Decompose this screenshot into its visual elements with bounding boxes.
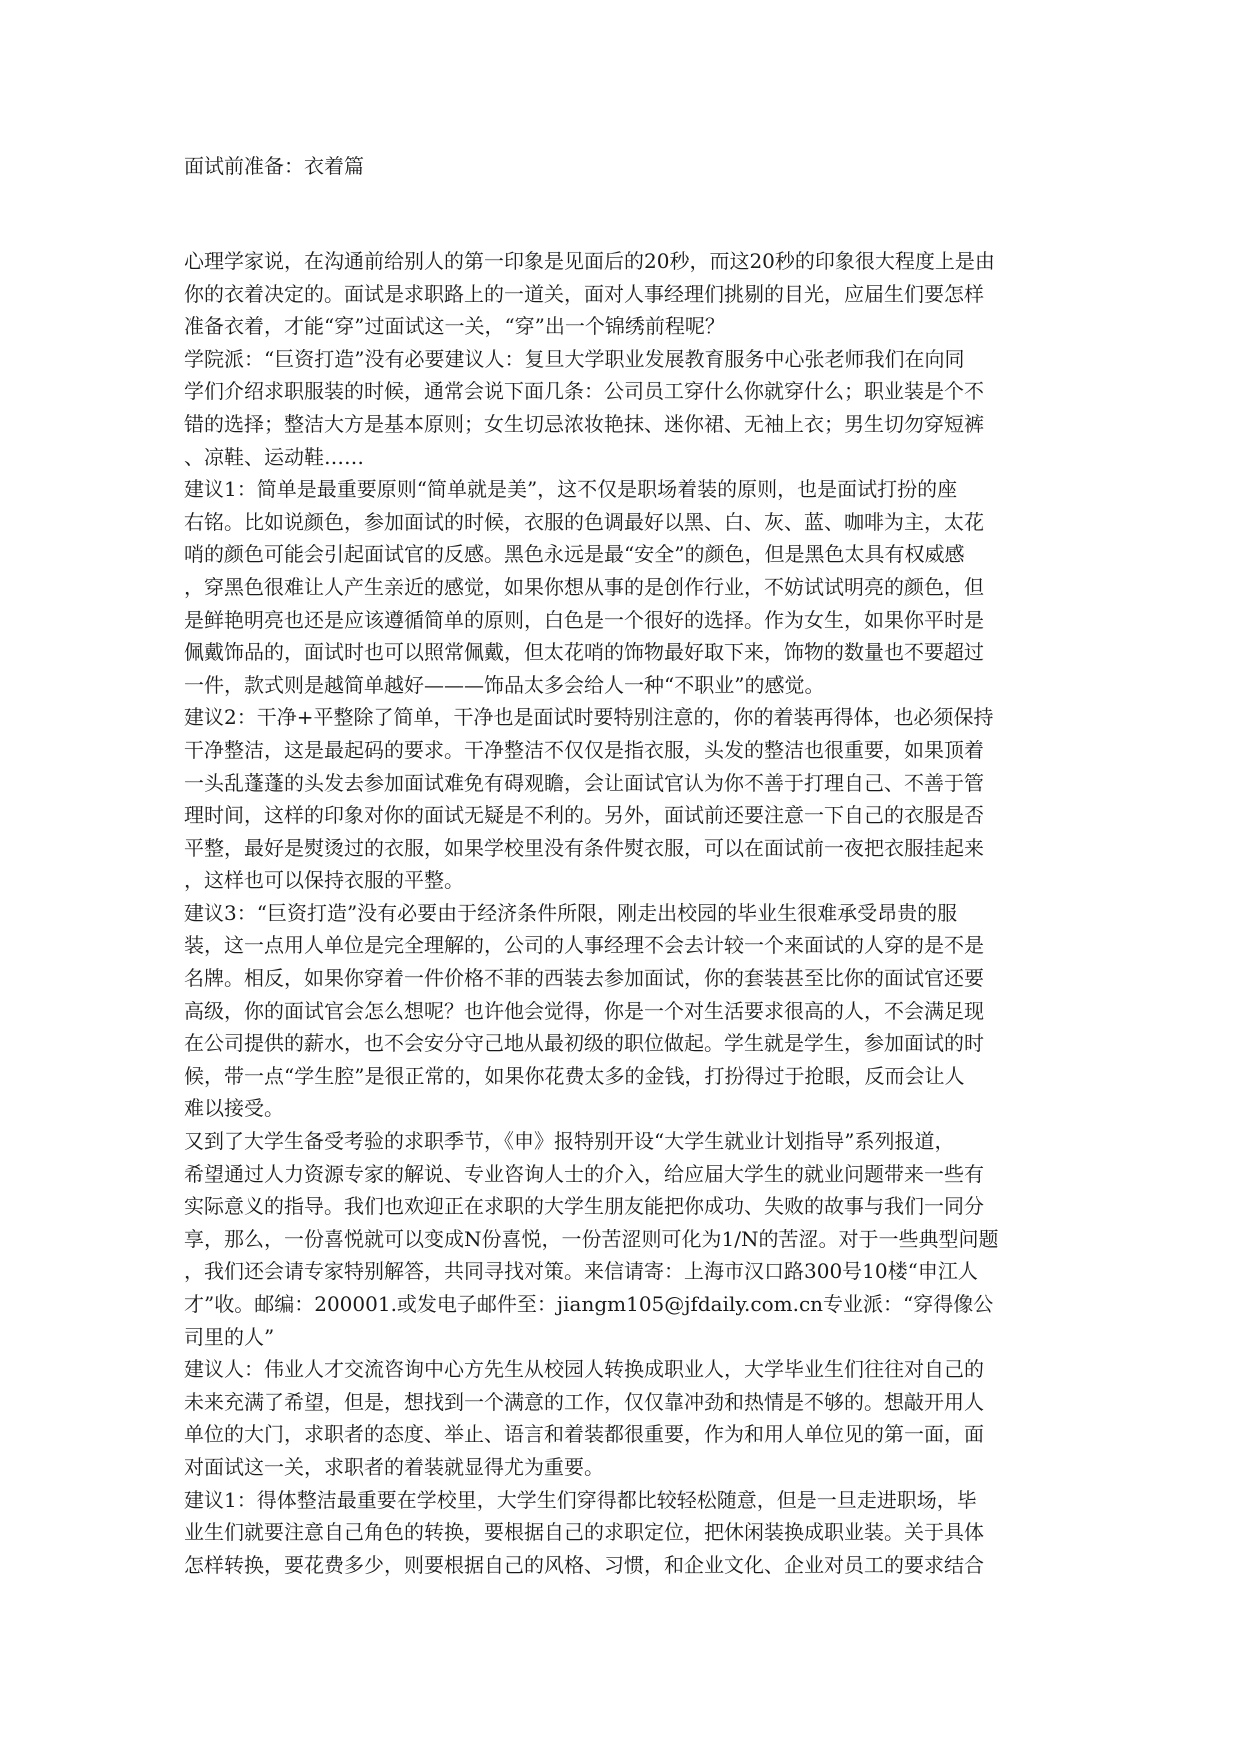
text-line: 哨的颜色可能会引起面试官的反感。黑色永远是最“安全”的颜色，但是黑色太具有权威感 [184,542,965,567]
text-line: ，穿黑色很难让人产生亲近的感觉，如果你想从事的是创作行业，不妨试试明亮的颜色，但 [184,574,984,599]
text-line: ，这样也可以保持衣服的平整。 [184,868,464,893]
text-line: 怎样转换，要花费多少，则要根据自己的风格、习惯，和企业文化、企业对员工的要求结合 [184,1552,984,1577]
text-line: 高级，你的面试官会怎么想呢？也许他会觉得，你是一个对生活要求很高的人，不会满足现 [184,998,984,1023]
text-line: 建议1：得体整洁最重要在学校里，大学生们穿得都比较轻松随意，但是一旦走进职场，毕 [184,1487,977,1512]
text-line: 一件，款式则是越简单越好———饰品太多会给人一种“不职业”的感觉。 [184,672,825,697]
text-line: 单位的大门，求职者的态度、举止、语言和着装都很重要，作为和用人单位见的第一面，面 [184,1422,984,1447]
text-line: 在公司提供的薪水，也不会安分守己地从最初级的职位做起。学生就是学生，参加面试的时 [184,1031,984,1056]
text-line: 建议人：伟业人才交流咨询中心方先生从校园人转换成职业人，大学毕业生们往往对自己的 [184,1357,984,1382]
text-line: 希望通过人力资源专家的解说、专业咨询人士的介入，给应届大学生的就业问题带来一些有 [184,1161,984,1186]
text-line: 你的衣着决定的。面试是求职路上的一道关，面对人事经理们挑剔的目光，应届生们要怎样 [184,281,984,306]
text-line: 未来充满了希望，但是，想找到一个满意的工作，仅仅靠冲劲和热情是不够的。想敲开用人 [184,1389,984,1414]
text-line: 难以接受。 [184,1096,284,1121]
text-line: 名牌。相反，如果你穿着一件价格不菲的西装去参加面试，你的套装甚至比你的面试官还要 [184,966,984,991]
text-line: 业生们就要注意自己角色的转换，要根据自己的求职定位，把休闲装换成职业装。关于具体 [184,1520,984,1545]
text-line: 右铭。比如说颜色，参加面试的时候，衣服的色调最好以黑、白、灰、蓝、咖啡为主，太花 [184,509,984,534]
text-line: 实际意义的指导。我们也欢迎正在求职的大学生朋友能把你成功、失败的故事与我们一同分 [184,1194,984,1219]
text-line: 建议2：干净+平整除了简单，干净也是面试时要特别注意的，你的着装再得体，也必须保持 [184,705,994,730]
text-line: 又到了大学生备受考验的求职季节，《申》报特别开设“大学生就业计划指导”系列报道， [184,1129,955,1154]
text-line: 是鲜艳明亮也还是应该遵循简单的原则，白色是一个很好的选择。作为女生，如果你平时是 [184,607,984,632]
text-line: 、凉鞋、运动鞋…… [184,444,364,469]
text-line: 干净整洁，这是最起码的要求。干净整洁不仅仅是指衣服，头发的整洁也很重要，如果顶着 [184,737,984,762]
text-line: 建议3：“巨资打造”没有必要由于经济条件所限，刚走出校园的毕业生很难承受昂贵的服 [184,900,958,925]
text-line: 建议1：简单是最重要原则“简单就是美”，这不仅是职场着装的原则，也是面试打扮的座 [184,477,958,502]
text-line: 平整，最好是熨烫过的衣服，如果学校里没有条件熨衣服，可以在面试前一夜把衣服挂起来 [184,835,984,860]
text-line: 装，这一点用人单位是完全理解的，公司的人事经理不会去计较一个来面试的人穿的是不是 [184,933,984,958]
text-line: 一头乱蓬蓬的头发去参加面试难免有碍观瞻，会让面试官认为你不善于打理自己、不善于管 [184,770,984,795]
text-line: 佩戴饰品的，面试时也可以照常佩戴，但太花哨的饰物最好取下来，饰物的数量也不要超过 [184,640,984,665]
text-line: 错的选择；整洁大方是基本原则；女生切忌浓妆艳抹、迷你裙、无袖上衣；男生切勿穿短裤 [184,411,984,436]
text-line: 心理学家说，在沟通前给别人的第一印象是见面后的20秒，而这20秒的印象很大程度上是由 [184,249,995,273]
document-body [184,245,1064,1581]
text-line: 准备衣着，才能“穿”过面试这一关，“穿”出一个锦绣前程呢？ [184,314,725,339]
text-line: 学院派：“巨资打造”没有必要建议人：复旦大学职业发展教育服务中心张老师我们在向同 [184,346,965,371]
text-line: 候，带一点“学生腔”是很正常的，如果你花费太多的金钱，打扮得过于抢眼，反而会让人 [184,1063,965,1088]
document-title: 面试前准备：衣着篇 [184,154,364,178]
text-line: 司里的人” [184,1324,275,1349]
text-line: 学们介绍求职服装的时候，通常会说下面几条：公司员工穿什么你就穿什么；职业装是个不 [184,379,984,404]
text-line: ，我们还会请专家特别解答，共同寻找对策。来信请寄：上海市汉口路300号10楼“申江人 [184,1259,978,1284]
text-line: 享，那么，一份喜悦就可以变成N份喜悦，一份苦涩则可化为1/N的苦涩。对于一些典型问题 [184,1226,999,1251]
text-line: 理时间，这样的印象对你的面试无疑是不利的。另外，面试前还要注意一下自己的衣服是否 [184,803,984,828]
text-line: 对面试这一关，求职者的着装就显得尤为重要。 [184,1454,604,1479]
text-line: 才”收。邮编：200001.或发电子邮件至：jiangm105@jfdaily.com.cn专业派：“穿得像公 [184,1292,994,1316]
